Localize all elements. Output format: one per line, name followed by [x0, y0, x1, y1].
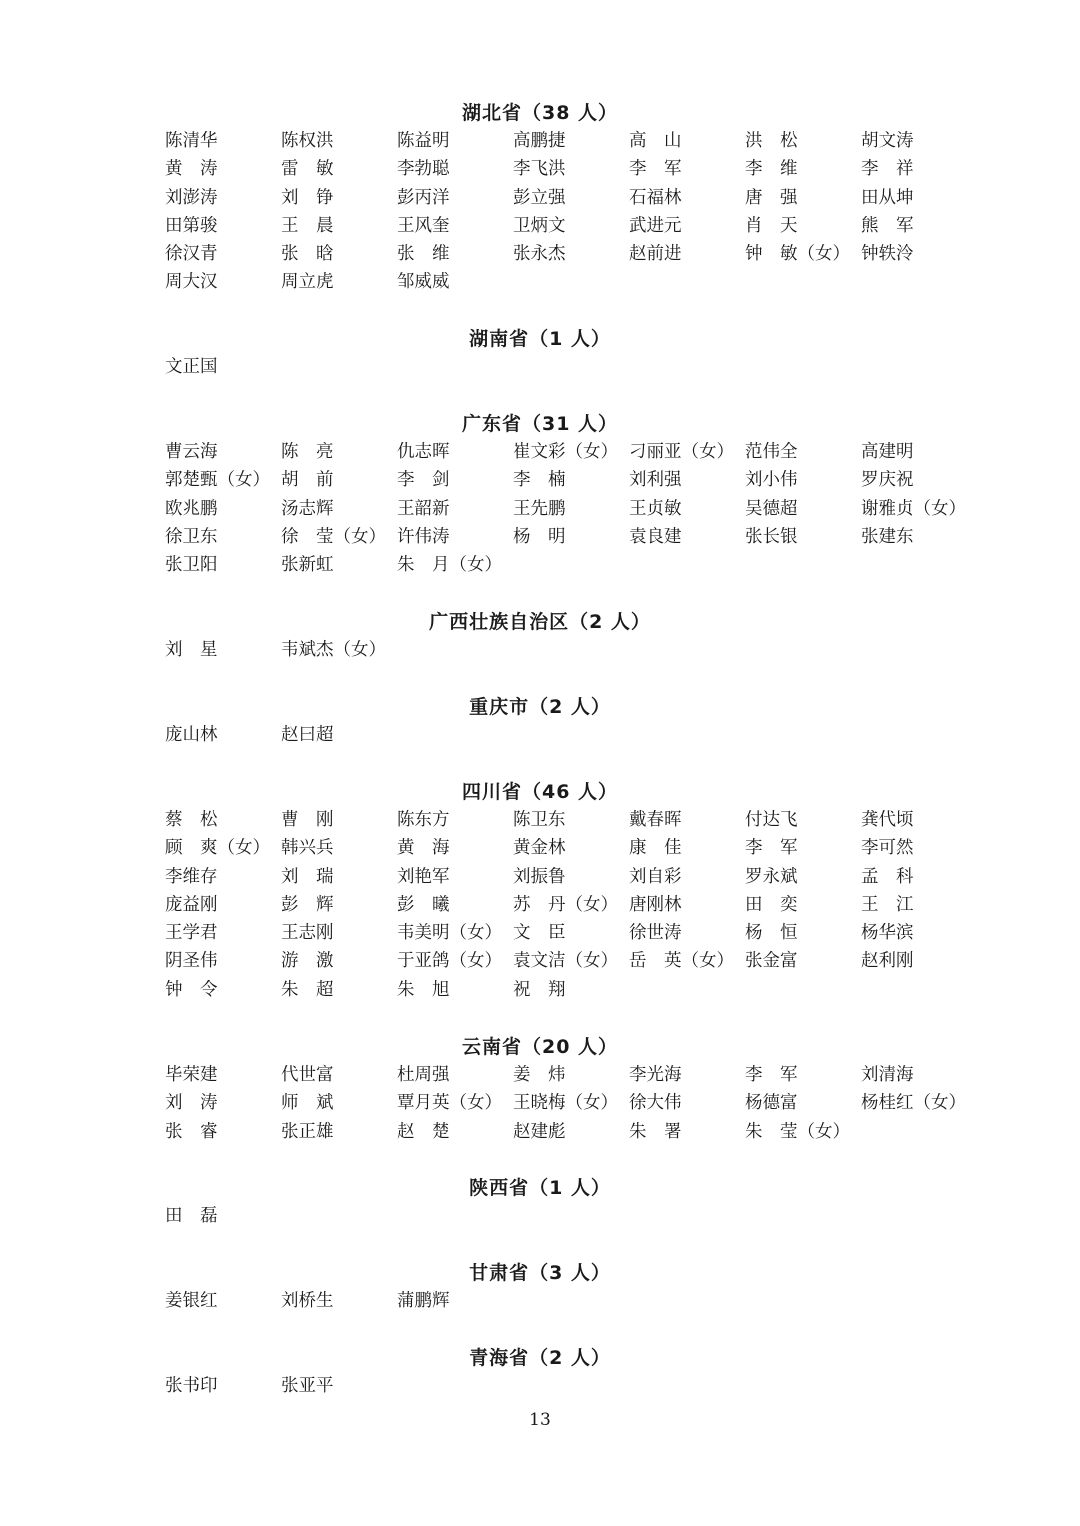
person-name: 陈东方: [397, 810, 450, 830]
person-name: 刘振鲁: [513, 866, 566, 887]
person-name: 李光海: [629, 1065, 682, 1085]
person-name: 唐 强: [745, 187, 798, 208]
person-name: 朱 莹（女）: [745, 1121, 850, 1142]
person-name: 张建东: [861, 526, 914, 547]
person-name: 文 臣: [513, 923, 566, 944]
person-name: 王 晨: [281, 215, 334, 236]
person-name: 徐大伟: [629, 1093, 682, 1114]
person-name: 谢雅贞（女）: [861, 498, 966, 519]
person-name: 袁良建: [629, 526, 682, 547]
person-name: 雷 敏: [281, 159, 334, 180]
person-name: 张 晗: [281, 244, 334, 265]
name-grid: [165, 1061, 995, 1146]
person-name: 田 磊: [165, 1206, 218, 1226]
person-name: 彭 辉: [281, 894, 334, 915]
person-name: 王志刚: [281, 923, 334, 944]
name-grid: [165, 1287, 995, 1315]
person-name: 陈权洪: [281, 131, 334, 151]
person-name: 李 军: [745, 838, 798, 859]
person-name: 朱 旭: [397, 979, 450, 1000]
person-name: 刘 星: [165, 640, 218, 660]
person-name: 周大汉: [165, 272, 218, 293]
person-name: 李 祥: [861, 159, 914, 180]
person-name: 肖 天: [745, 215, 798, 236]
person-name: 阴圣伟: [165, 951, 218, 972]
person-name: 王晓梅（女）: [513, 1093, 618, 1114]
person-name: 龚代顷: [861, 810, 914, 830]
person-name: 李 维: [745, 159, 798, 180]
person-name: 戴春晖: [629, 810, 682, 830]
page-number: 13: [529, 1410, 551, 1430]
person-name: 李 军: [745, 1065, 798, 1085]
person-name: 钟 令: [165, 979, 218, 1000]
person-name: 王贞敏: [629, 498, 682, 519]
person-name: 朱 署: [629, 1121, 682, 1142]
person-name: 吴德超: [745, 498, 798, 519]
person-name: 杨 恒: [745, 923, 798, 944]
person-name: 黄 海: [397, 838, 450, 859]
person-name: 李勃聪: [397, 159, 450, 180]
person-name: 刘清海: [861, 1065, 914, 1085]
person-name: 刘自彩: [629, 866, 682, 887]
person-name: 覃月英（女）: [397, 1093, 502, 1114]
name-grid: [165, 721, 995, 749]
person-name: 张 维: [397, 244, 450, 265]
person-name: 赵曰超: [281, 725, 334, 745]
person-name: 李飞洪: [513, 159, 566, 180]
name-grid: [165, 806, 995, 1004]
person-name: 洪 松: [745, 131, 798, 151]
name-grid: [165, 438, 995, 579]
person-name: 徐世涛: [629, 923, 682, 944]
person-name: 刘桥生: [281, 1291, 334, 1311]
person-name: 许伟涛: [397, 526, 450, 547]
section-heading: 青海省（2 人）: [469, 1347, 611, 1369]
name-grid: [165, 127, 995, 297]
person-name: 郭楚甄（女）: [165, 470, 270, 491]
person-name: 张新虹: [281, 555, 334, 576]
person-name: 韦美明（女）: [397, 923, 502, 944]
person-name: 刘利强: [629, 470, 682, 491]
person-name: 王 江: [861, 894, 914, 915]
person-name: 赵 楚: [397, 1121, 450, 1142]
person-name: 赵利刚: [861, 951, 914, 972]
person-name: 杨 明: [513, 526, 566, 547]
person-name: 高建明: [861, 442, 914, 462]
name-grid: [165, 636, 995, 664]
person-name: 范伟全: [745, 442, 798, 462]
name-grid: [165, 353, 995, 381]
person-name: 陈卫东: [513, 810, 566, 830]
person-name: 黄 涛: [165, 159, 218, 180]
person-name: 朱 超: [281, 979, 334, 1000]
person-name: 李 楠: [513, 470, 566, 491]
person-name: 孟 科: [861, 866, 914, 887]
section-heading: 陕西省（1 人）: [469, 1177, 611, 1199]
person-name: 陈 亮: [281, 442, 334, 462]
name-grid: [165, 1202, 995, 1230]
person-name: 张亚平: [281, 1376, 334, 1396]
person-name: 王先鹏: [513, 498, 566, 519]
person-name: 张正雄: [281, 1121, 334, 1142]
person-name: 崔文彩（女）: [513, 442, 618, 462]
person-name: 袁文洁（女）: [513, 951, 618, 972]
person-name: 代世富: [281, 1065, 334, 1085]
person-name: 朱 月（女）: [397, 555, 502, 576]
person-name: 田从坤: [861, 187, 914, 208]
person-name: 邹威威: [397, 272, 450, 293]
person-name: 彭立强: [513, 187, 566, 208]
person-name: 蒲鹏辉: [397, 1291, 450, 1311]
person-name: 于亚鸽（女）: [397, 951, 502, 972]
person-name: 刘澎涛: [165, 187, 218, 208]
person-name: 周立虎: [281, 272, 334, 293]
person-name: 王韶新: [397, 498, 450, 519]
person-name: 顾 爽（女）: [165, 838, 270, 859]
person-name: 王风奎: [397, 215, 450, 236]
section-heading: 湖北省（38 人）: [461, 102, 619, 124]
person-name: 张卫阳: [165, 555, 218, 576]
person-name: 张书印: [165, 1376, 218, 1396]
person-name: 韦斌杰（女）: [281, 640, 386, 660]
person-name: 李维存: [165, 866, 218, 887]
person-name: 胡 前: [281, 470, 334, 491]
person-name: 刁丽亚（女）: [629, 442, 734, 462]
person-name: 田 奕: [745, 894, 798, 915]
section-heading: 广东省（31 人）: [461, 413, 619, 435]
person-name: 李 剑: [397, 470, 450, 491]
person-name: 卫炳文: [513, 215, 566, 236]
person-name: 徐汉青: [165, 244, 218, 265]
person-name: 游 激: [281, 951, 334, 972]
person-name: 姜银红: [165, 1291, 218, 1311]
person-name: 张长银: [745, 526, 798, 547]
person-name: 蔡 松: [165, 810, 218, 830]
person-name: 文正国: [165, 357, 218, 377]
person-name: 罗庆祝: [861, 470, 914, 491]
person-name: 刘 瑞: [281, 866, 334, 887]
person-name: 曹云海: [165, 442, 218, 462]
person-name: 罗永斌: [745, 866, 798, 887]
person-name: 曹 刚: [281, 810, 334, 830]
person-name: 毕荣建: [165, 1065, 218, 1085]
person-name: 付达飞: [745, 810, 798, 830]
person-name: 黄金林: [513, 838, 566, 859]
person-name: 钟 敏（女）: [745, 244, 850, 265]
person-name: 杨华滨: [861, 923, 914, 944]
person-name: 庞益刚: [165, 894, 218, 915]
person-name: 唐刚林: [629, 894, 682, 915]
person-name: 祝 翔: [513, 979, 566, 1000]
person-name: 姜 炜: [513, 1065, 566, 1085]
person-name: 苏 丹（女）: [513, 894, 618, 915]
section-heading: 重庆市（2 人）: [469, 696, 611, 718]
person-name: 杨桂红（女）: [861, 1093, 966, 1114]
person-name: 陈清华: [165, 131, 218, 151]
person-name: 韩兴兵: [281, 838, 334, 859]
person-name: 庞山林: [165, 725, 218, 745]
person-name: 刘 铮: [281, 187, 334, 208]
person-name: 李可然: [861, 838, 914, 859]
person-name: 赵建彪: [513, 1121, 566, 1142]
person-name: 赵前进: [629, 244, 682, 265]
person-name: 仇志晖: [397, 442, 450, 462]
person-name: 刘小伟: [745, 470, 798, 491]
person-name: 张金富: [745, 951, 798, 972]
person-name: 田第骏: [165, 215, 218, 236]
person-name: 陈益明: [397, 131, 450, 151]
person-name: 石福林: [629, 187, 682, 208]
person-name: 刘艳军: [397, 866, 450, 887]
section-heading: 湖南省（1 人）: [469, 328, 611, 350]
person-name: 徐 莹（女）: [281, 526, 386, 547]
person-name: 汤志辉: [281, 498, 334, 519]
person-name: 王学君: [165, 923, 218, 944]
section-heading: 四川省（46 人）: [461, 781, 619, 803]
person-name: 岳 英（女）: [629, 951, 734, 972]
person-name: 李 军: [629, 159, 682, 180]
person-name: 武进元: [629, 215, 682, 236]
section-heading: 云南省（20 人）: [461, 1036, 619, 1058]
person-name: 张 睿: [165, 1121, 218, 1142]
person-name: 胡文涛: [861, 131, 914, 151]
person-name: 张永杰: [513, 244, 566, 265]
section-heading: 甘肃省（3 人）: [469, 1262, 611, 1284]
person-name: 师 斌: [281, 1093, 334, 1114]
person-name: 高 山: [629, 131, 682, 151]
person-name: 彭丙洋: [397, 187, 450, 208]
name-grid: [165, 1372, 995, 1400]
person-name: 高鹏捷: [513, 131, 566, 151]
section-heading: 广西壮族自治区（2 人）: [429, 611, 651, 633]
person-name: 杨德富: [745, 1093, 798, 1114]
person-name: 彭 曦: [397, 894, 450, 915]
person-name: 熊 军: [861, 215, 914, 236]
person-name: 欧兆鹏: [165, 498, 218, 519]
person-name: 杜周强: [397, 1065, 450, 1085]
person-name: 康 佳: [629, 838, 682, 859]
person-name: 刘 涛: [165, 1093, 218, 1114]
person-name: 钟轶泠: [861, 244, 914, 265]
person-name: 徐卫东: [165, 526, 218, 547]
